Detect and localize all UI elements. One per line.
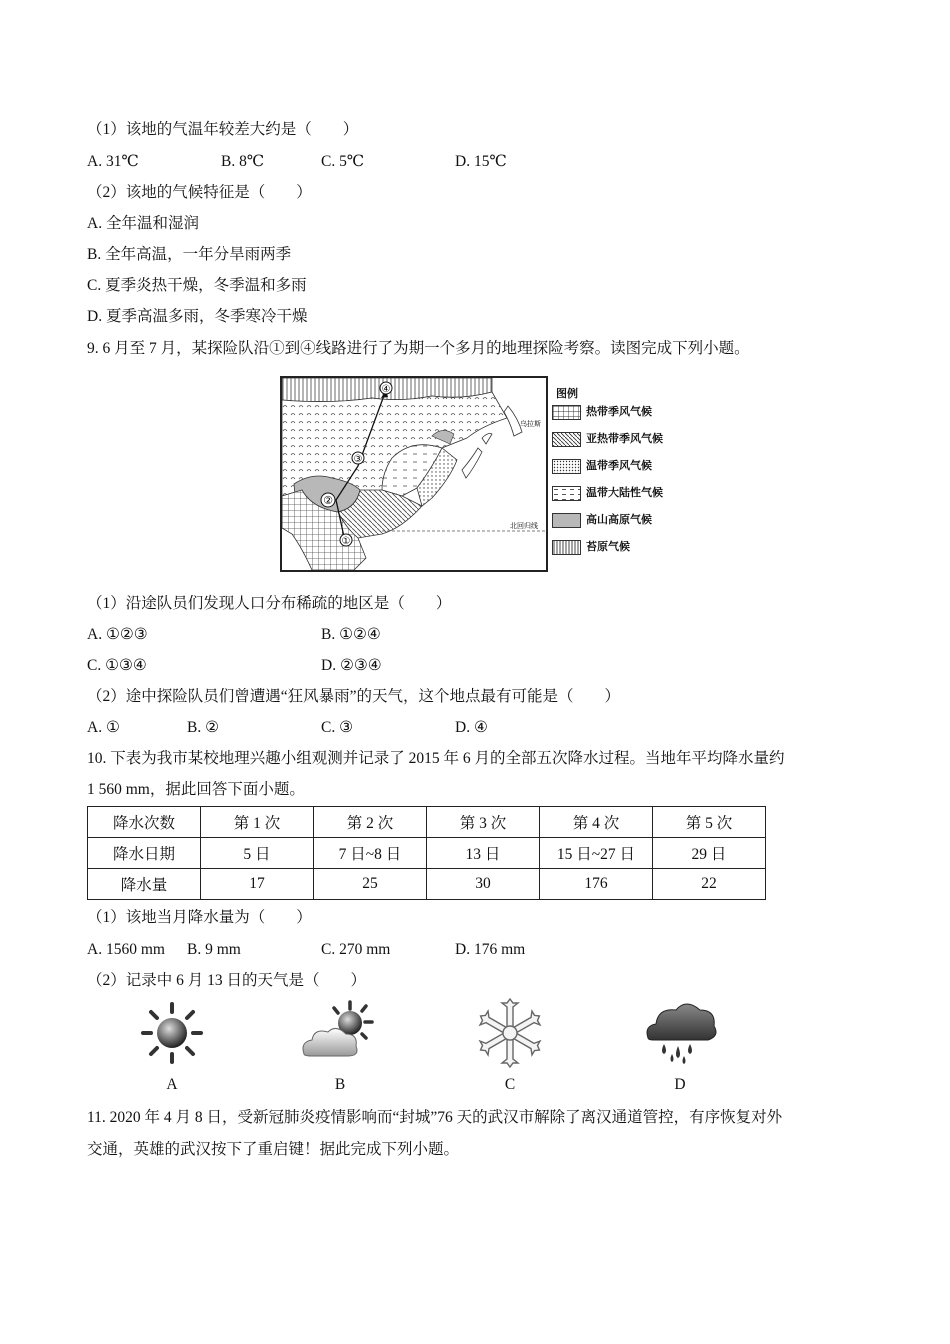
route-mark-3: ③ bbox=[353, 454, 363, 465]
q9-sub2-option-b: B. ② bbox=[187, 719, 219, 736]
route-mark-2: ② bbox=[323, 494, 333, 507]
q8-sub2-option-b: B. 全年高温，一年分旱雨两季 bbox=[87, 246, 292, 263]
table-cell: 第 4 次 bbox=[540, 807, 653, 838]
q10-sub1-option-d: D. 176 mm bbox=[455, 941, 526, 958]
table-cell: 30 bbox=[427, 869, 540, 900]
q10-stem-line1: 10. 下表为我市某校地理兴趣小组观测并记录了 2015 年 6 月的全部五次降水过程。当地年平均降水量约 bbox=[87, 750, 785, 767]
q8-sub2-option-d: D. 夏季高温多雨，冬季寒冷干燥 bbox=[87, 308, 308, 325]
q8-sub1-option-d: D. 15℃ bbox=[455, 153, 507, 170]
q9-sub2-option-d: D. ④ bbox=[455, 719, 488, 736]
tropic-label: 北回归线 bbox=[510, 522, 538, 530]
q9-sub1-option-d: D. ②③④ bbox=[321, 657, 382, 674]
weather-option-a: A bbox=[166, 1076, 178, 1093]
table-cell: 7 日~8 日 bbox=[314, 838, 427, 869]
snowflake-icon bbox=[470, 998, 550, 1068]
rainfall-table bbox=[87, 806, 766, 900]
rain-cloud-icon bbox=[642, 998, 722, 1068]
q8-sub1: （1）该地的气温年较差大约是（ ） bbox=[87, 121, 359, 138]
table-cell: 29 日 bbox=[653, 838, 766, 869]
table-cell: 13 日 bbox=[427, 838, 540, 869]
q8-sub2-option-a: A. 全年温和湿润 bbox=[87, 215, 199, 232]
legend-label: 温带大陆性气候 bbox=[586, 487, 663, 499]
q8-sub1-option-b: B. 8℃ bbox=[221, 153, 265, 170]
table-cell: 第 3 次 bbox=[427, 807, 540, 838]
partly-cloudy-icon bbox=[298, 998, 378, 1068]
table-row bbox=[88, 869, 766, 900]
route-mark-4: ④ bbox=[381, 384, 391, 395]
q8-sub2-option-c: C. 夏季炎热干燥，冬季温和多雨 bbox=[87, 277, 307, 294]
q8-sub1-option-a: A. 31℃ bbox=[87, 153, 139, 170]
legend-label: 苔原气候 bbox=[586, 541, 630, 553]
legend-label: 亚热带季风气候 bbox=[586, 433, 663, 445]
table-cell: 降水次数 bbox=[88, 807, 201, 838]
sun-icon bbox=[132, 998, 212, 1068]
q9-sub2-option-a: A. ① bbox=[87, 719, 120, 736]
legend-label: 温带季风气候 bbox=[586, 460, 652, 472]
route-mark-1: ① bbox=[341, 536, 351, 547]
table-cell: 降水日期 bbox=[88, 838, 201, 869]
q10-stem-line2: 1 560 mm，据此回答下面小题。 bbox=[87, 781, 305, 798]
climate-map bbox=[280, 376, 548, 572]
table-cell: 降水量 bbox=[88, 869, 201, 900]
table-cell: 17 bbox=[201, 869, 314, 900]
weather-option-c: C bbox=[504, 1076, 516, 1093]
q10-sub2: （2）记录中 6 月 13 日的天气是（ ） bbox=[87, 972, 367, 989]
table-cell: 第 1 次 bbox=[201, 807, 314, 838]
q10-sub1-option-a: A. 1560 mm bbox=[87, 941, 165, 958]
q9-sub1-option-a: A. ①②③ bbox=[87, 626, 148, 643]
table-cell: 22 bbox=[653, 869, 766, 900]
q11-stem-line2: 交通，英雄的武汉按下了重启键！据此完成下列小题。 bbox=[87, 1141, 460, 1158]
q9-sub2-option-c: C. ③ bbox=[321, 719, 353, 736]
q10-sub1: （1）该地当月降水量为（ ） bbox=[87, 909, 312, 926]
q10-sub1-option-b: B. 9 mm bbox=[187, 941, 241, 958]
legend-title: 图例 bbox=[556, 388, 578, 400]
q11-stem-line1: 11. 2020 年 4 月 8 日，受新冠肺炎疫情影响而“封城”76 天的武汉市解除了离汉通道管控，有序恢复对外 bbox=[87, 1109, 783, 1126]
table-cell: 25 bbox=[314, 869, 427, 900]
table-cell: 15 日~27 日 bbox=[540, 838, 653, 869]
table-row bbox=[88, 838, 766, 869]
legend-label: 热带季风气候 bbox=[586, 406, 652, 418]
q8-sub2: （2）该地的气候特征是（ ） bbox=[87, 184, 312, 201]
table-cell: 176 bbox=[540, 869, 653, 900]
climate-map-svg bbox=[282, 378, 546, 570]
q10-sub1-option-c: C. 270 mm bbox=[321, 941, 391, 958]
weather-option-b: B bbox=[334, 1076, 346, 1093]
q9-sub1-option-b: B. ①②④ bbox=[321, 626, 381, 643]
place-label: 乌拉斯 bbox=[520, 420, 541, 428]
q9-stem: 9. 6 月至 7 月，某探险队沿①到④线路进行了为期一个多月的地理探险考察。读图完成下列小题。 bbox=[87, 340, 750, 357]
q8-sub1-option-c: C. 5℃ bbox=[321, 153, 365, 170]
table-cell: 5 日 bbox=[201, 838, 314, 869]
q9-sub1-option-c: C. ①③④ bbox=[87, 657, 147, 674]
q9-sub2: （2）途中探险队员们曾遭遇“狂风暴雨”的天气，这个地点最有可能是（ ） bbox=[87, 688, 621, 705]
table-cell: 第 2 次 bbox=[314, 807, 427, 838]
weather-option-d: D bbox=[674, 1076, 686, 1093]
q9-sub1: （1）沿途队员们发现人口分布稀疏的地区是（ ） bbox=[87, 595, 452, 612]
table-cell: 第 5 次 bbox=[653, 807, 766, 838]
table-row bbox=[88, 807, 766, 838]
legend-label: 高山高原气候 bbox=[586, 514, 652, 526]
